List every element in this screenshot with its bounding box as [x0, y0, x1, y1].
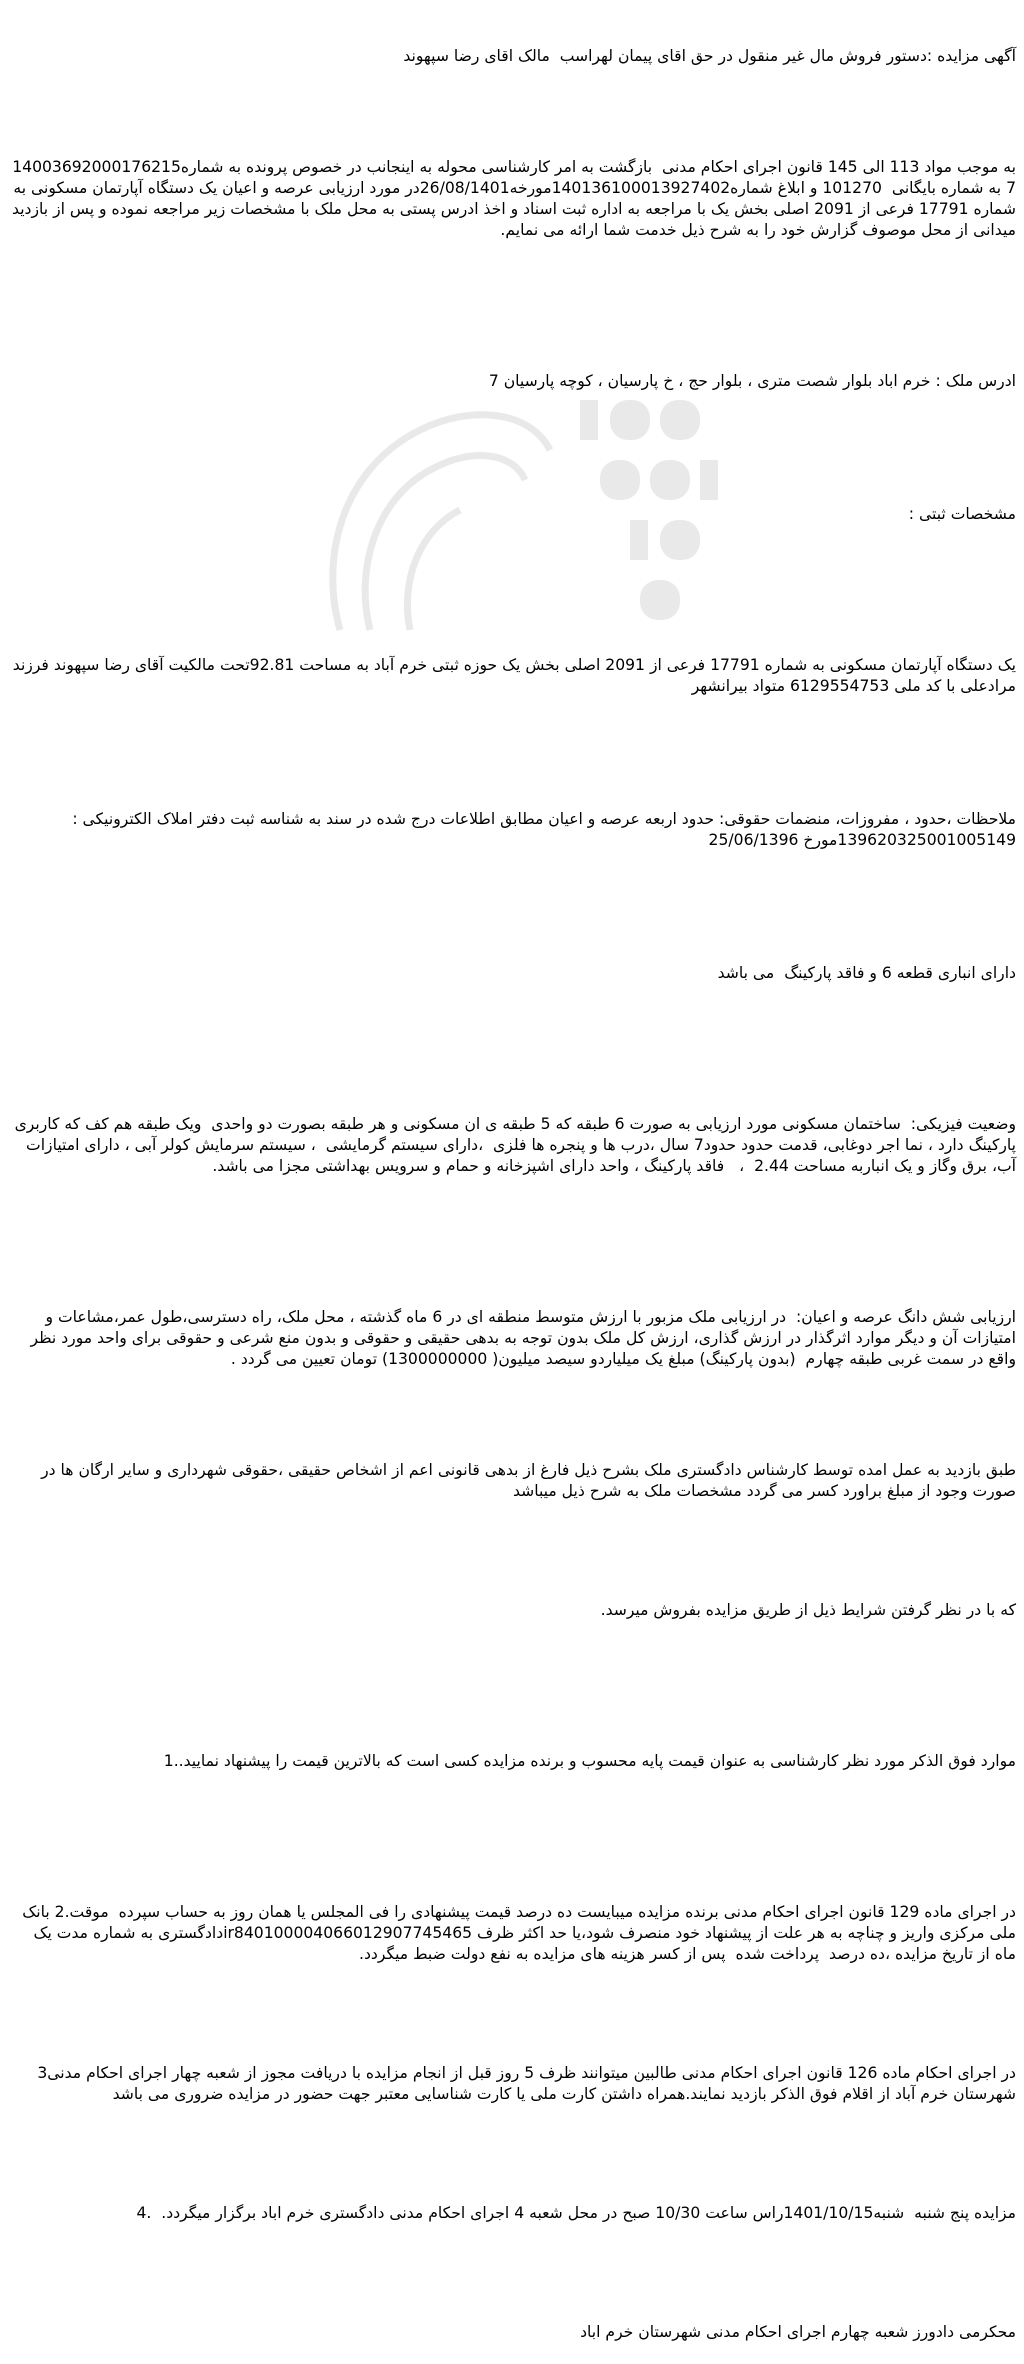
intro-paragraph: به موجب مواد 113 الی 145 قانون اجرای احکام مدنی بازگشت به امر کارشناسی محوله به اینجانب در خصوص پرونده به شماره14003692000176215 7 به شماره بایگانی 101270 و ابلاغ شماره140136100013927402مورخه26/08/1401در مورد ارزیابی عرصه و اعیان یک دستگاه آپارتمان مسکونی به شماره 17791 فرعی از 2091 اصلی بخش یک با مراجعه به اداره ثبت اسناد و اخذ ادرس پستی به محل ملک با مشخصات زیر مراجعه نموده و پس از بازدید میدانی از محل موصوف گزارش خود را به شرح ذیل خدمت شما ارائه می نمایم.: [7, 158, 1016, 239]
condition-1: موارد فوق الذکر مورد نظر کارشناسی به عنوان قیمت پایه محسوب و برنده مزایده کسی است که بالاترین قیمت را پیشنهاد نمایید..1: [163, 1752, 1016, 1770]
physical-condition: وضعیت فیزیکی: ساختمان مسکونی مورد ارزیابی به صورت 6 طبقه که 5 طبقه ی ان مسکونی و هر طبقه بصورت دو واحدی ویک طبقه هم کف که کاربری پارکینگ دارد ، نما اجر دوغابی، قدمت حدود حدود7 سال ،درب ها و پنجره ها فلزی ،دارای سیستم گرمایشی ، سیستم سرمایش کولر آبی ، دارای امتیازات آب، برق وگاز و یک انباربه مساحت 2.44 ، فاقد پارکینگ ، واحد دارای اشپزخانه و حمام و سرویس بهداشتی مجزا می باشد.: [9, 1115, 1016, 1175]
sale-statement: که با در نظر گرفتن شرایط ذیل از طریق مزایده بفروش میرسد.: [600, 1601, 1016, 1619]
registry-details: یک دستگاه آپارتمان مسکونی به شماره 17791 فرعی از 2091 اصلی بخش یک حوزه ثبتی خرم آباد به مساحت 92.81تحت مالکیت آقای رضا سپهوند فرزند مرادعلی با کد ملی 6129554753 متواد بیرانشهر: [7, 656, 1016, 695]
property-address: ادرس ملک : خرم اباد بلوار شصت متری ، بلوار حج ، خ پارسیان ، کوچه پارسیان 7: [488, 372, 1016, 390]
condition-4: مزایده پنج شنبه شنبه1401/10/15راس ساعت 10/30 صبح در محل شعبه 4 اجرای احکام مدنی دادگستری خرم اباد برگزار میگردد. .4: [136, 2204, 1016, 2222]
valuation-paragraph: ارزیابی شش دانگ عرصه و اعیان: در ارزیابی ملک مزبور با ارزش متوسط منطقه ای در 6 ماه گذشته ، محل ملک، راه دسترسی،طول عمر،مشاعات و امتیازات آن و دیگر موارد اثرگذار در ارزش گذاری، ارزش کل ملک بدون توجه به بدهی حقیقی و حقوقی و بدون منع شرعی و حقوقی برای واحد مورد نظر واقع در سمت غربی طبقه چهارم (بدون پارکینگ) مبلغ یک میلیاردو سیصد میلیون( 1300000000) تومان تعیین می گردد .: [25, 1308, 1016, 1368]
legal-remarks: ملاحظات ،حدود ، مفروزات، منضمات حقوقی: حدود اربعه عرصه و اعیان مطابق اطلاعات درج شده در سند به شناسه ثبت دفتر املاک الکترونیکی : 139620325001005149مورخ 25/06/1396: [67, 810, 1016, 849]
notice-title: آگهی مزایده :دستور فروش مال غیر منقول در حق اقای پیمان لهراسب مالک اقای رضا سپهوند: [403, 47, 1016, 65]
condition-3: در اجرای احکام ماده 126 قانون اجرای احکام مدنی طالبین میتوانند ظرف 5 روز قبل از انجام مزایده با دریافت مجوز از شعبه چهار اجرای احکام مدنی3 شهرستان خرم آباد از اقلام فوق الذکر بازدید نمایند.همراه داشتن کارت ملی یا کارت شناسایی معتبر جهت حضور در مزایده ضروری می باشد: [32, 2064, 1016, 2103]
signature-line: محکرمی دادورز شعبه چهارم اجرای احکام مدنی شهرستان خرم اباد: [580, 2323, 1016, 2341]
storage-note: دارای انباری قطعه 6 و فاقد پارکینگ می باشد: [717, 964, 1016, 982]
registry-heading: مشخصات ثبتی :: [908, 505, 1016, 523]
condition-2: در اجرای ماده 129 قانون اجرای احکام مدنی برنده مزایده میبایست ده درصد قیمت پیشنهادی را فی المجلس یا همان روز به حساب سپرده موقت.2 بانک ملی مرکزی واریز و چناچه به هر علت از پیشنهاد خود منصرف شود،یا حد اکثر ظرف ir840100004066012907745465دادگستری به شماره مدت یک ماه از تاریخ مزایده ،ده درصد پرداخت شده پس از کسر هزینه های مزایده به نفع دولت ضبط میگردد.: [17, 1903, 1016, 1963]
auction-notice: [7, 4, 1016, 2364]
visit-paragraph: طبق بازدید به عمل امده توسط کارشناس دادگستری ملک بشرح ذیل فارغ از بدهی قانونی اعم از اشخاص حقیقی ،حقوقی شهرداری و سایر ارگان ها در صورت وجود از مبلغ براورد کسر می گردد مشخصات ملک به شرح ذیل میباشد: [36, 1461, 1016, 1500]
